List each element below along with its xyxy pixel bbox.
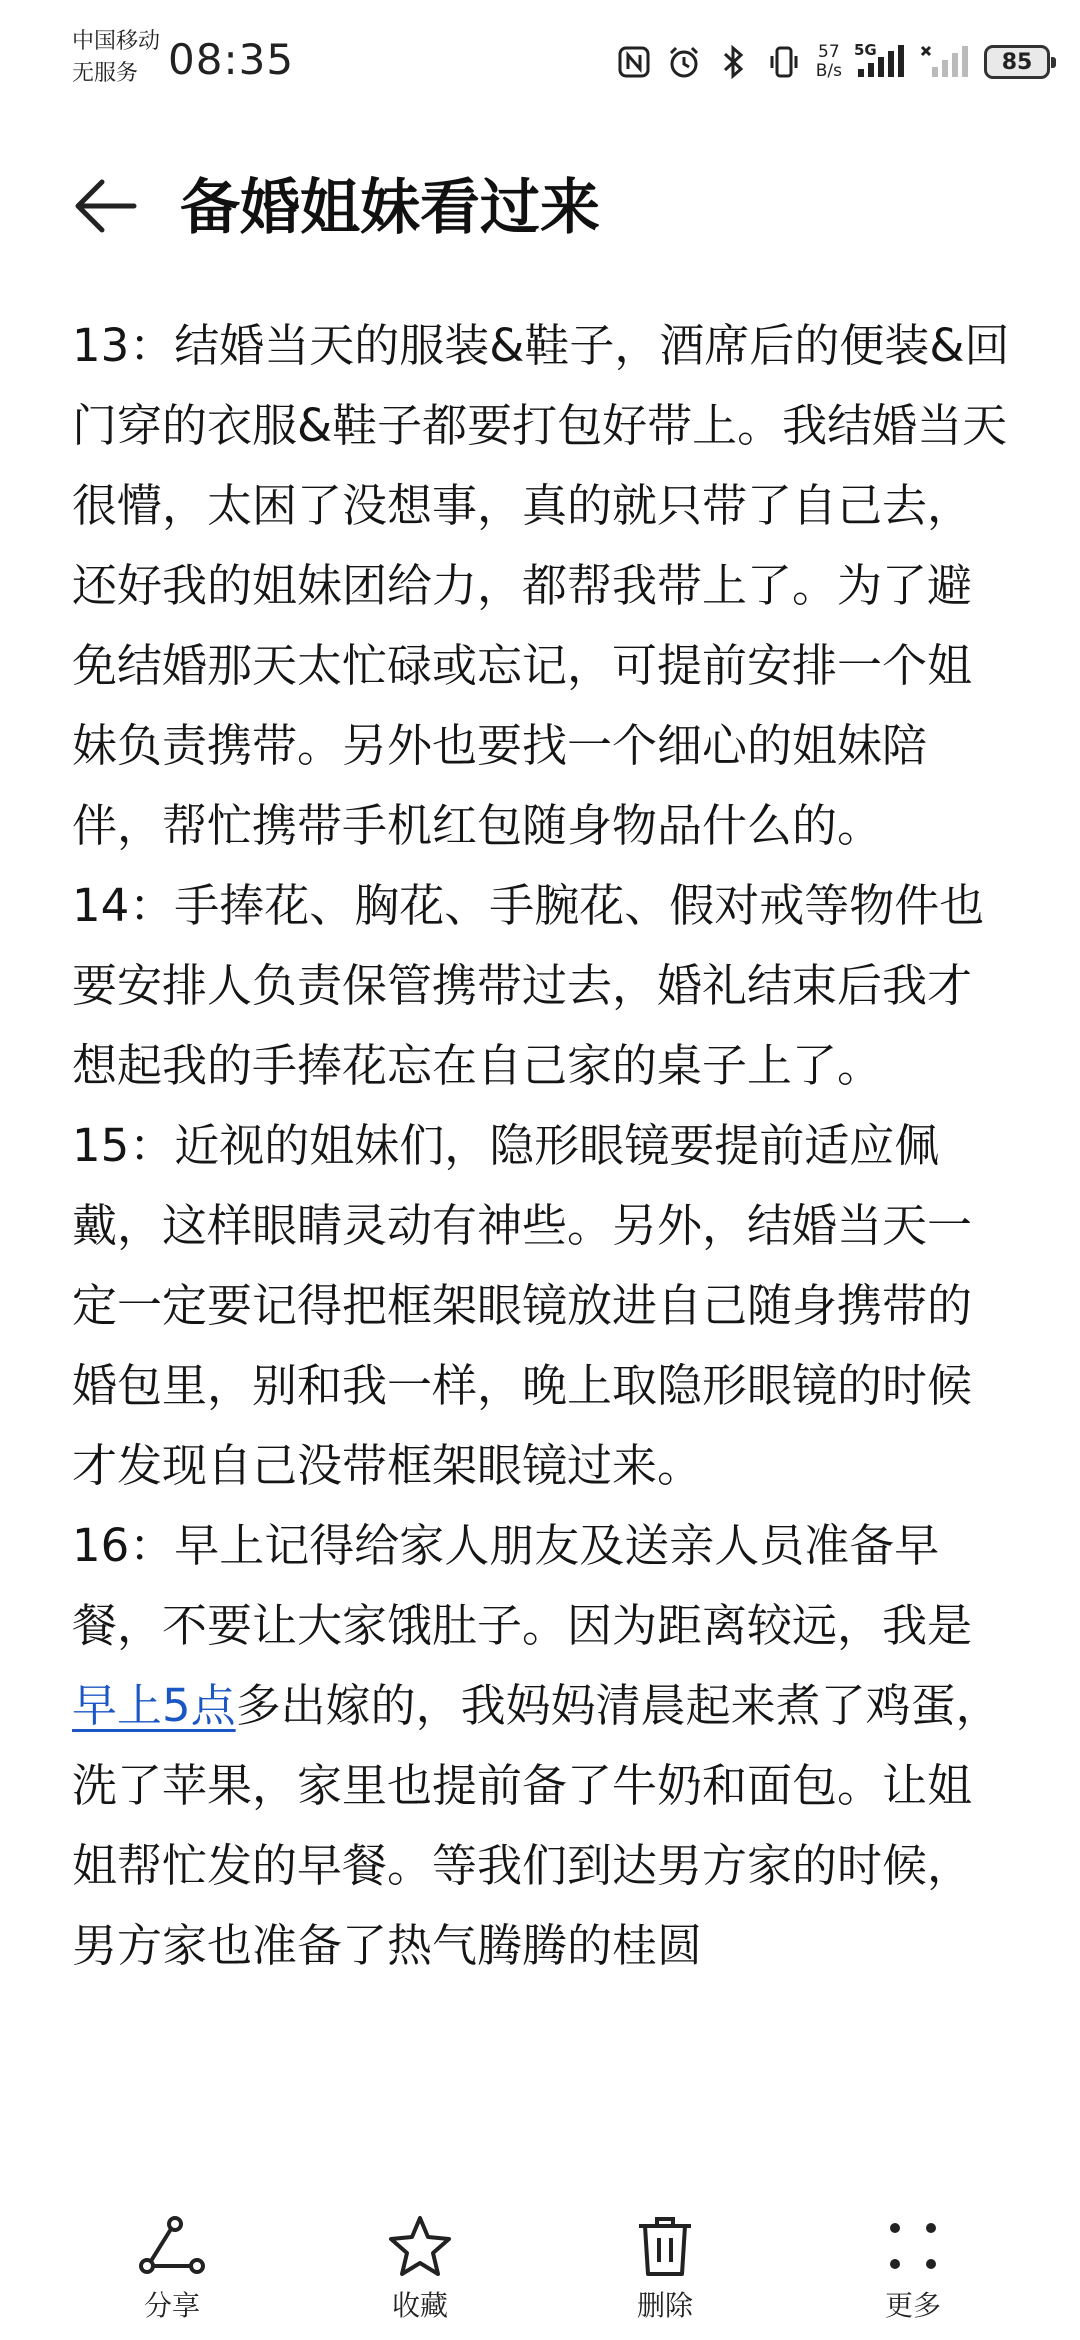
no-signal-icon xyxy=(920,45,970,79)
carrier-name: 中国移动 xyxy=(72,29,161,54)
battery-level: 85 xyxy=(1001,49,1033,75)
delete-button[interactable] xyxy=(585,2210,745,2330)
carrier-status: 无服务 xyxy=(72,61,139,86)
status-icons xyxy=(616,38,1050,86)
more-button[interactable] xyxy=(833,2210,993,2330)
paragraph-14: 14：手捧花、胸花、手腕花、假对戒等物件也要安排人负责保管携带过去，婚礼结束后我才想起我的手捧花忘在自己家的桌子上了。 xyxy=(72,879,985,1092)
trash-icon xyxy=(629,2210,701,2282)
more-label: 更多 xyxy=(884,2289,941,2322)
vibrate-icon xyxy=(766,44,802,80)
speed-unit: B/s xyxy=(815,61,842,81)
signal-icon xyxy=(854,41,906,79)
delete-label: 删除 xyxy=(636,2289,693,2322)
status-time: 08:35 xyxy=(168,35,295,84)
bluetooth-icon xyxy=(716,44,752,80)
time-link[interactable]: 早上5点 xyxy=(72,1679,236,1732)
article-body xyxy=(72,306,1012,2166)
paragraph-16 xyxy=(72,1506,1012,1986)
back-button[interactable] xyxy=(64,164,148,248)
share-label: 分享 xyxy=(143,2289,200,2322)
paragraph-16-text-after: 多出嫁的，我妈妈清晨起来煮了鸡蛋，洗了苹果，家里也提前备了牛奶和面包。让姐姐帮忙发的早餐。等我们到达男方家的时候，男方家也准备了热气腾腾的桂圆 xyxy=(72,1679,1001,1972)
battery-icon xyxy=(984,45,1050,79)
nfc-icon xyxy=(616,44,652,80)
page-title: 备婚姐妹看过来 xyxy=(180,173,600,243)
more-icon xyxy=(877,2210,949,2282)
favorite-label: 收藏 xyxy=(391,2289,448,2322)
share-button[interactable] xyxy=(92,2210,252,2330)
favorite-button[interactable] xyxy=(340,2210,500,2330)
app-header xyxy=(0,150,1080,260)
network-speed xyxy=(816,43,842,81)
share-icon xyxy=(136,2210,208,2282)
paragraph-13: 13：结婚当天的服装&鞋子，酒席后的便装&回门穿的衣服&鞋子都要打包好带上。我结婚当天很懵，太困了没想事，真的就只带了自己去，还好我的姐妹团给力，都帮我带上了。为了避免结婚那天太忙碌或忘记，可提前安排一个姐妹负责携带。另外也要找一个细心的姐妹陪伴，帮忙携带手机红包随身物品什么的。 xyxy=(72,319,1010,852)
bottom-action-bar xyxy=(0,2190,1080,2340)
paragraph-15: 15：近视的姐妹们，隐形眼镜要提前适应佩戴，这样眼睛灵动有神些。另外，结婚当天一定一定要记得把框架眼镜放进自己随身携带的婚包里，别和我一样，晚上取隐形眼镜的时候才发现自己没带框架眼镜过来。 xyxy=(72,1119,973,1492)
paragraph-16-text-before: 16：早上记得给家人朋友及送亲人员准备早餐，不要让大家饿肚子。因为距离较远，我是 xyxy=(72,1519,973,1652)
star-icon xyxy=(384,2210,456,2282)
speed-value: 57 xyxy=(818,42,840,62)
network-tag: 5G xyxy=(854,41,877,59)
status-bar xyxy=(0,0,1080,120)
alarm-icon xyxy=(666,44,702,80)
back-arrow-icon xyxy=(74,178,138,234)
carrier-info xyxy=(72,26,160,90)
